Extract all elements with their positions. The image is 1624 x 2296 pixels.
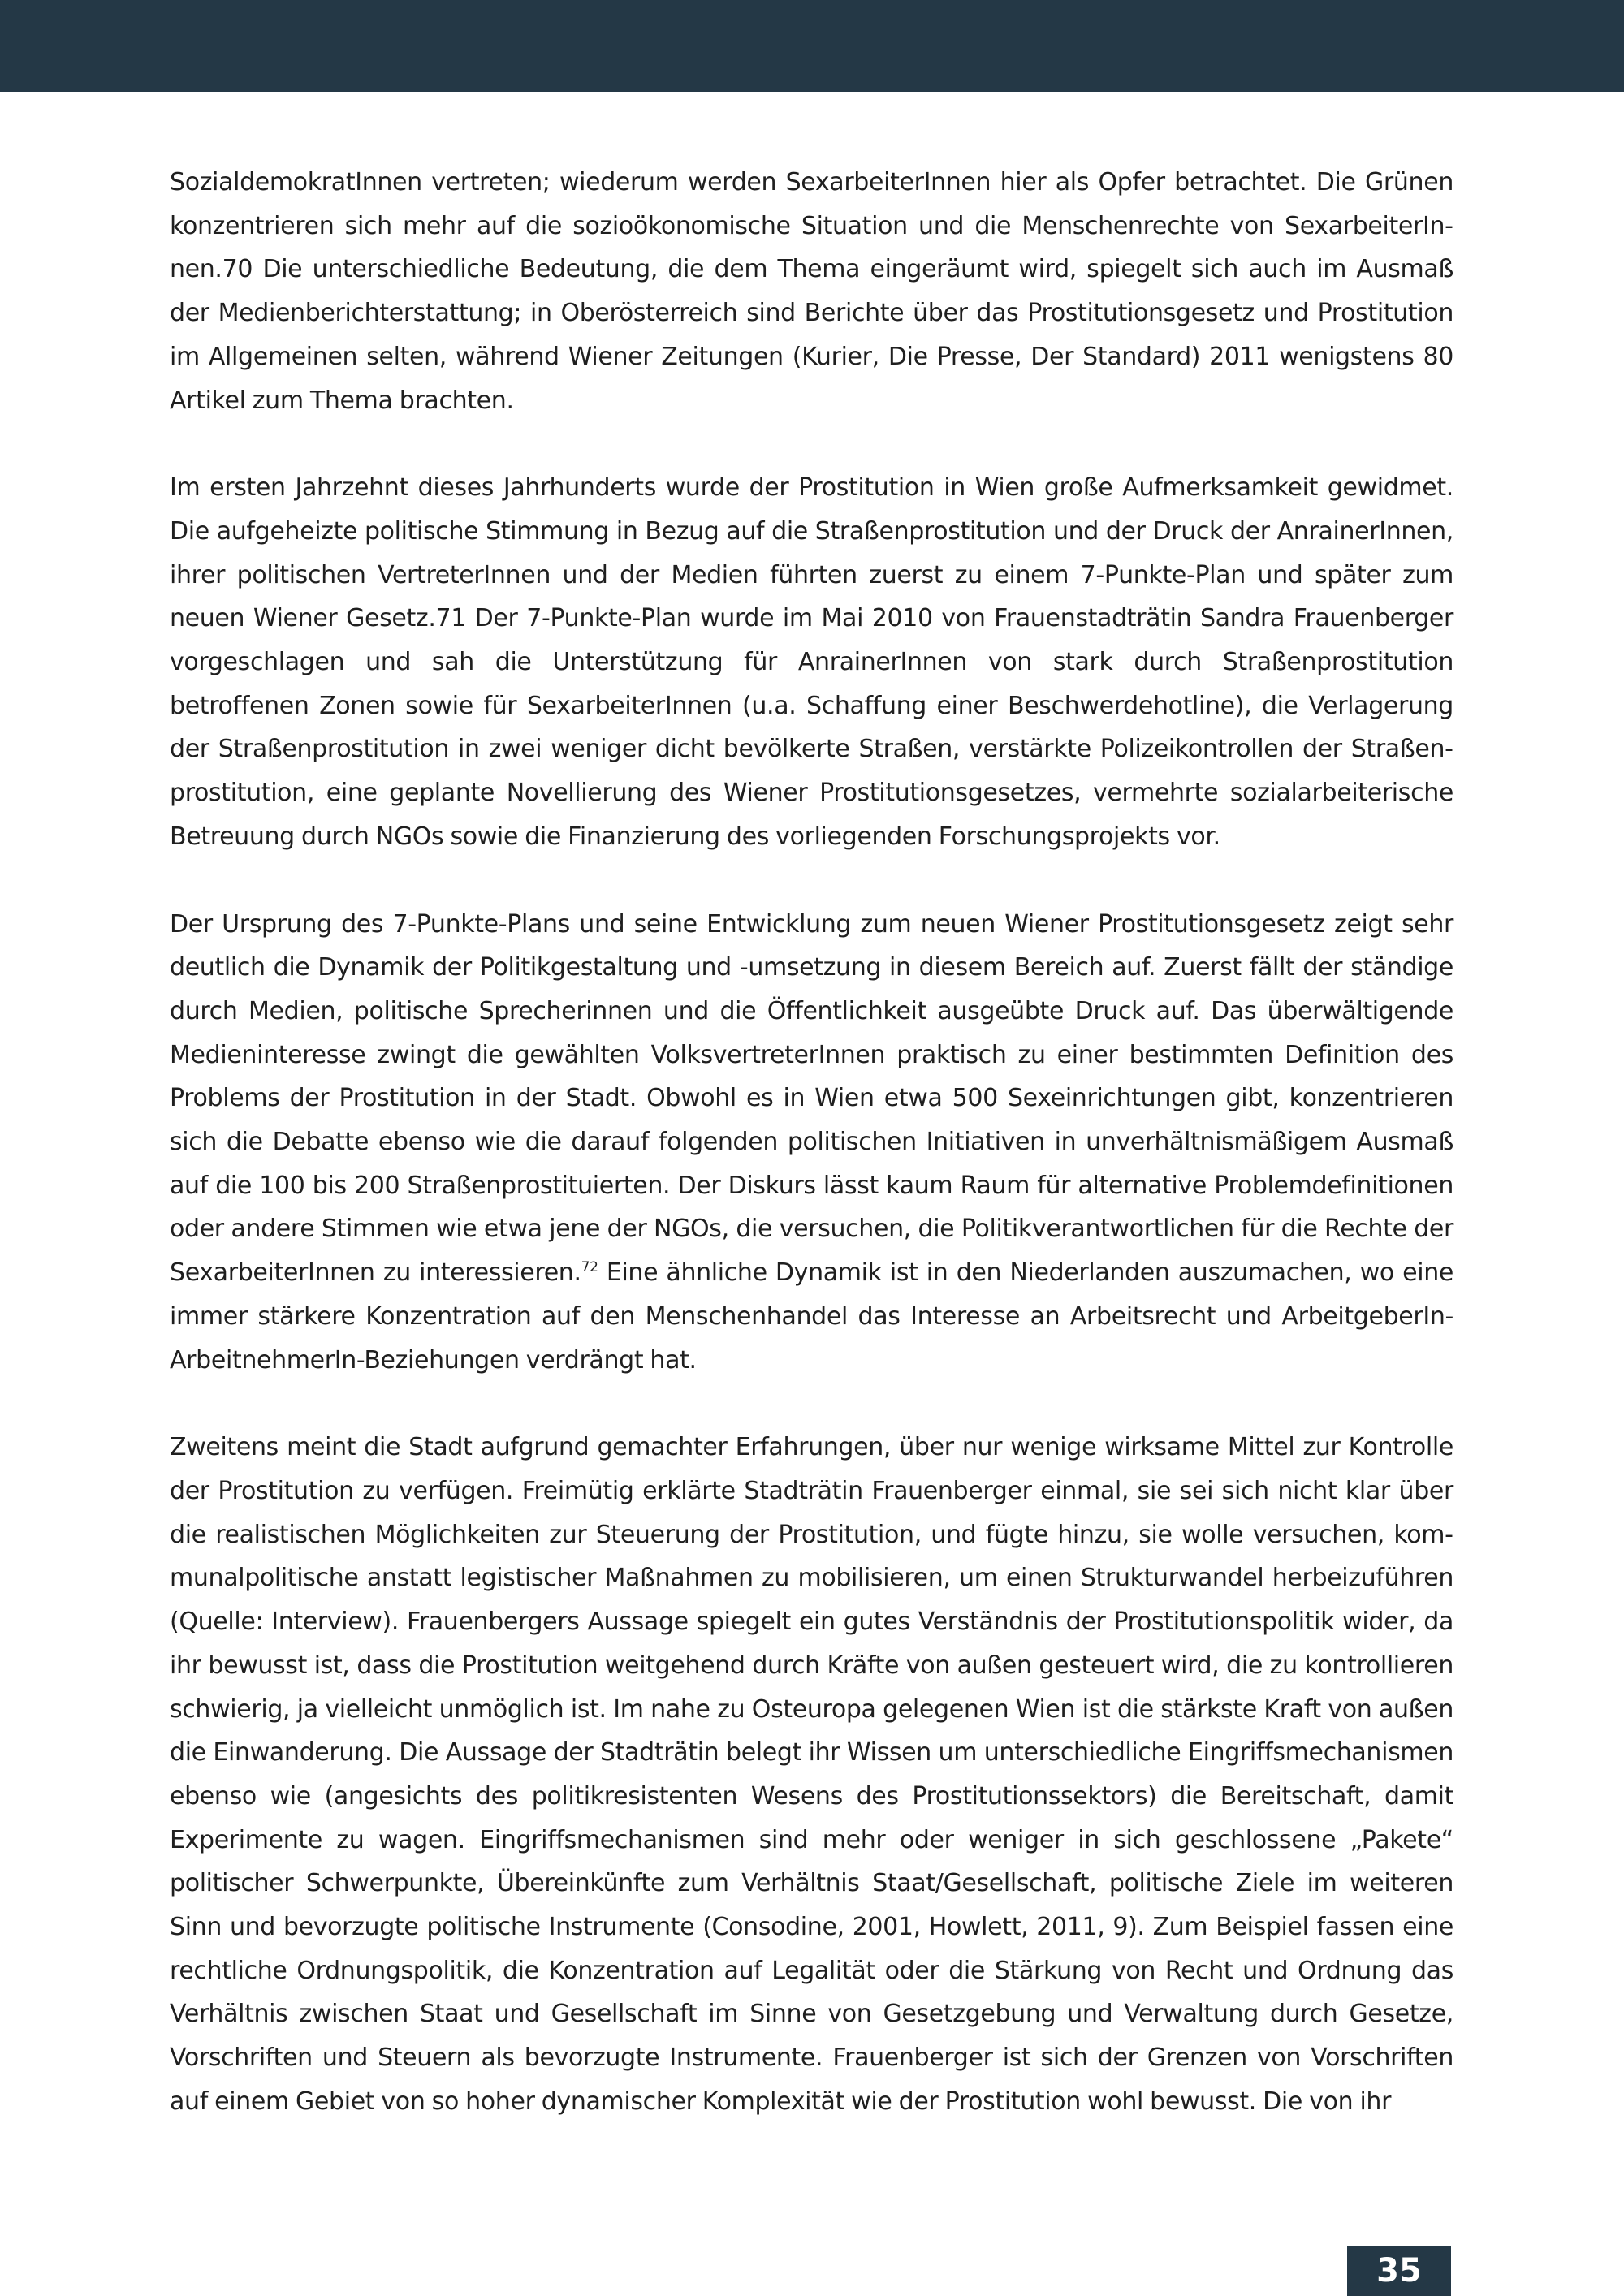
- page-number: 35: [1347, 2246, 1451, 2296]
- paragraph-4: Zweitens meint die Stadt aufgrund gemachter Erfahrungen, über nur wenige wirksame Mittel zur Kontrolle der Prostitution zu verfügen. Freimütig erklärte Stadträtin Frauenberger einmal, sie sei sich nicht klar über die realistischen Möglichkeiten zur Steuerung der Prostitution, und fügte hinzu, sie wolle versuchen, kommunalpolitische anstatt legistischer Maßnahmen zu mobilisieren, um einen Strukturwandel herbeizuführen (Quelle: Interview). Frauenbergers Aussage spiegelt ein gutes Verständnis der Prostitutionspolitik wider, da ihr bewusst ist, dass die Prostitution weitgehend durch Kräfte von außen gesteuert wird, die zu kontrollieren schwierig, ja vielleicht unmöglich ist. Im nahe zu Osteuropa gelegenen Wien ist die stärkste Kraft von außen die Einwanderung. Die Aussage der Stadträtin belegt ihr Wissen um unterschiedliche Eingriffsmechanismen ebenso wie (angesichts des politikresistenten Wesens des Prostitutionssektors) die Bereitschaft, damit Experimente zu wagen. Eingriffsmechanismen sind mehr oder weniger in sich geschlossene „Pakete“ politischer Schwerpunkte, Übereinkünfte zum Verhältnis Staat/Gesellschaft, politische Ziele im weiteren Sinn und bevorzugte politische Instrumente (Consodine, 2001, Howlett, 2011, 9). Zum Beispiel fassen eine rechtliche Ordnungspolitik, die Konzentration auf Legalität oder die Stärkung von Recht und Ordnung das Verhältnis zwischen Staat und Gesellschaft im Sinne von Gesetzgebung und Verwaltung durch Gesetze, Vorschriften und Steuern als bevorzugte Instrumente. Frauenberger ist sich der Grenzen von Vorschriften auf einem Gebiet von so hoher dynamischer Komplexität wie der Prostitution wohl bewusst. Die von ihr: [170, 1433, 1453, 2116]
- paragraph-1: SozialdemokratInnen vertreten; wiederum werden SexarbeiterInnen hier als Opfer betrachtet. Die Grünen konzentrieren sich mehr auf die sozioökonomische Situation und die Menschenrechte von SexarbeiterInnen.70 Die unterschiedliche Bedeutung, die dem Thema eingeräumt wird, spiegelt sich auch im Ausmaß der Medienberichterstattung; in Oberösterreich sind Berichte über das Prostitutionsgesetz und Prostitution im Allgemeinen selten, während Wiener Zeitungen (Kurier, Die Presse, Der Standard) 2011 wenigstens 80 Artikel zum Thema brachten.: [170, 168, 1453, 415]
- footnote-marker: 72: [581, 1259, 598, 1276]
- header-bar: [0, 0, 1624, 92]
- paragraph-3-text-b: Eine ähnliche Dynamik ist in den Niederlanden auszumachen, wo eine immer stärkere Konzentration auf den Menschenhandel das Interesse an Arbeitsrecht und ArbeitgeberIn-ArbeitnehmerIn-Beziehungen verdrängt hat.: [170, 1258, 1453, 1375]
- paragraph-3: [170, 903, 1453, 1383]
- paragraph-3-text-a: Der Ursprung des 7-Punkte-Plans und seine Entwicklung zum neuen Wiener Prostitutionsgesetz zeigt sehr deutlich die Dynamik der Politikgestaltung und -umsetzung in diesem Bereich auf. Zuerst fällt der ständige durch Medien, politische Sprecherinnen und die Öffentlichkeit ausgeübte Druck auf. Das überwältigende Medieninteresse zwingt die gewählten VolksvertreterInnen praktisch zu einer bestimmten Definition des Problems der Prostitution in der Stadt. Obwohl es in Wien etwa 500 Sexeinrichtungen gibt, konzentrieren sich die Debatte ebenso wie die darauf folgenden politischen Initiativen in unverhältnismäßigem Ausmaß auf die 100 bis 200 Straßenprostituierten. Der Diskurs lässt kaum Raum für alternative Problemdefinitionen oder andere Stimmen wie etwa jene der NGOs, die versuchen, die Politikverantwortlichen für die Rechte der SexarbeiterInnen zu interessieren.: [170, 909, 1453, 1288]
- paragraph-2: Im ersten Jahrzehnt dieses Jahrhunderts wurde der Prostitution in Wien große Aufmerksamkeit gewidmet. Die aufgeheizte politische Stimmung in Bezug auf die Straßenprostitution und der Druck der AnrainerInnen, ihrer politischen VertreterInnen und der Medien führten zuerst zu einem 7-Punkte-Plan und später zum neuen Wiener Gesetz.71 Der 7-Punkte-Plan wurde im Mai 2010 von Frauenstadträtin Sandra Frauenberger vorgeschlagen und sah die Unterstützung für AnrainerInnen von stark durch Straßenprostitution betroffenen Zonen sowie für SexarbeiterInnen (u.a. Schaffung einer Beschwerdehotline), die Verlagerung der Straßenprostitution in zwei weniger dicht bevölkerte Straßen, verstärkte Polizeikontrollen der Straßenprostitution, eine geplante Novellierung des Wiener Prostitutionsgesetzes, vermehrte sozialarbeiterische Betreuung durch NGOs sowie die Finanzierung des vorliegenden Forschungsprojekts vor.: [170, 473, 1453, 851]
- body-text: [170, 161, 1453, 2168]
